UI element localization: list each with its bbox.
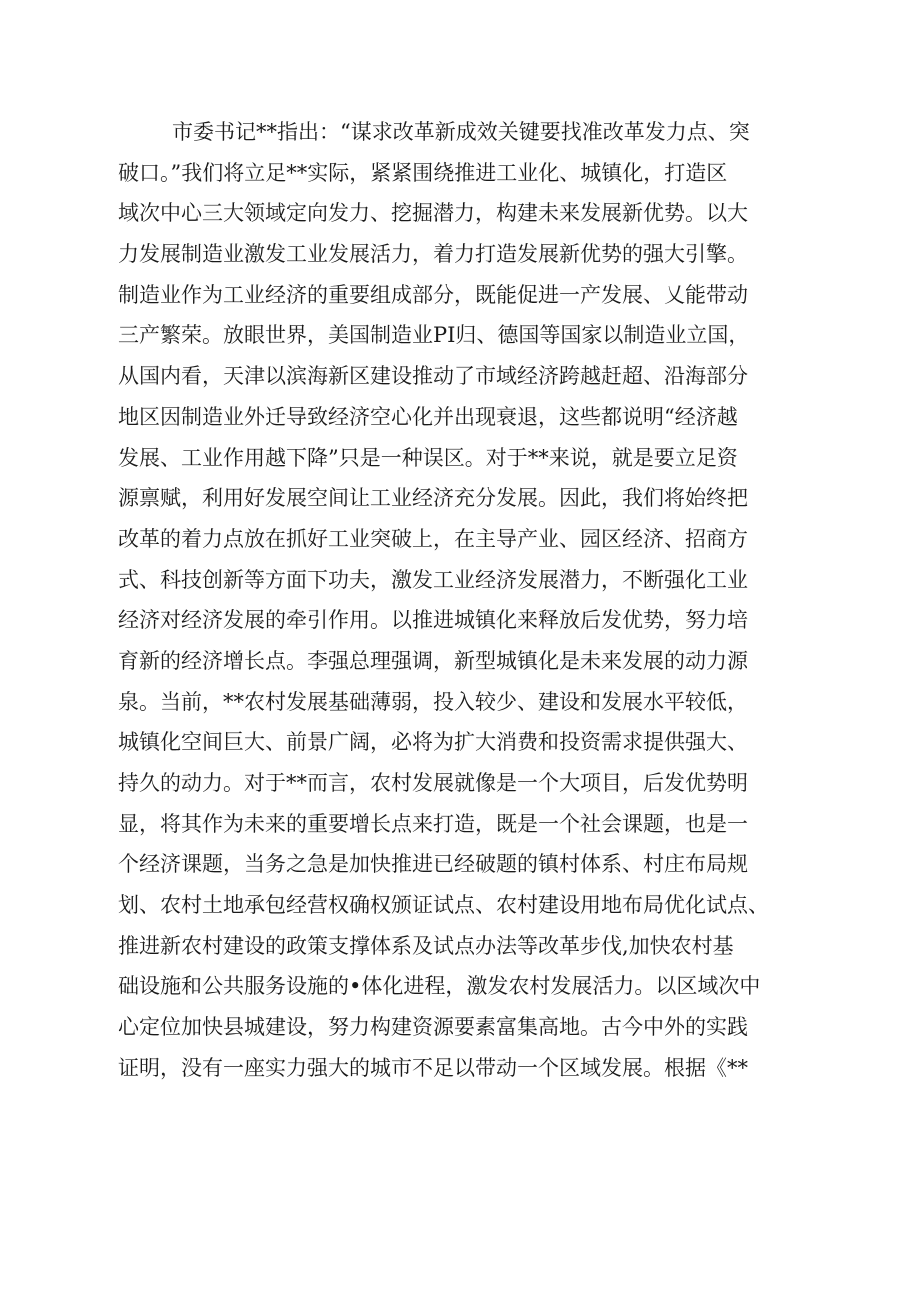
paragraph-line: 经济对经济发展的牵引作用。以推进城镇化来释放后发优势，努力培: [118, 608, 748, 633]
paragraph-line: 市委书记**指出：“谋求改革新成效关键要找准改革发力点、突: [172, 120, 750, 144]
paragraph-line: 城镇化空间巨大、前景广阔，必将为扩大消费和投资需求提供强大、: [118, 730, 748, 755]
body-paragraph: [118, 112, 808, 1089]
paragraph-line: 改革的着力点放在抓好工业突破上，在主导产业、园区经济、招商方: [118, 526, 748, 551]
paragraph-line: 制造业作为工业经济的重要组成部分，既能促进一产发展、乂能带动: [118, 282, 748, 307]
paragraph-line: 破口。”我们将立足**实际，紧紧围绕推进工业化、城镇化，打造区: [118, 160, 728, 185]
paragraph-line: 力发展制造业激发工业发展活力，着力打造发展新优势的强大引擎。: [118, 242, 748, 267]
paragraph-line: 三产繁荣。放眼世界，美国制造业PI归、德国等国家以制造业立国，: [118, 323, 750, 348]
paragraph-line: 推进新农村建设的政策支撑体系及试点办法等改革步伐,加快农村基: [118, 933, 734, 958]
paragraph-line: 育新的经济增长点。李强总理强调，新型城镇化是未来发展的动力源: [118, 648, 748, 673]
paragraph-line: 证明，没有一座实力强大的城市不足以带动一个区域发展。根据《**: [118, 1055, 748, 1080]
paragraph-line: 泉。当前，**农村发展基础薄弱，投入较少、建设和发展水平较低，: [118, 689, 748, 714]
paragraph-line: 域次中心三大领域定向发力、挖掘潜力，构建未来发展新优势。以大: [118, 201, 748, 226]
paragraph-line: 式、科技创新等方面下功夫，激发工业经济发展潜力，不断强化工业: [118, 567, 748, 592]
paragraph-line: 个经济课题，当务之急是加快推进已经破题的镇村体系、村庄布局规: [118, 852, 748, 877]
paragraph-line: 显，将其作为未来的重要增长点来打造，既是一个社会课题，也是一: [118, 811, 748, 836]
paragraph-line: 地区因制造业外迁导致经济空心化并出现衰退，这些都说明“经济越: [118, 404, 738, 429]
paragraph-line: 划、农村土地承包经营权确权颁证试点、农村建设用地布局优化试点、: [118, 893, 769, 918]
paragraph-line: 础设施和公共服务设施的•体化进程，激发农村发展活力。以区域次中: [118, 974, 761, 999]
paragraph-line: 从国内看，天津以滨海新区建设推动了市域经济跨越赶超、沿海部分: [118, 364, 748, 389]
paragraph-line: 发展、工业作用越下降”只是一种误区。对于**来说，就是要立足资: [118, 445, 738, 470]
paragraph-line: 持久的动力。对于**而言，农村发展就像是一个大项目，后发优势明: [118, 771, 748, 795]
paragraph-line: 源禀赋，利用好发展空间让工业经济充分发展。因此，我们将始终把: [118, 486, 748, 511]
paragraph-line: 心定位加快县城建设，努力构建资源要素富集高地。古今中外的实践: [118, 1015, 748, 1040]
